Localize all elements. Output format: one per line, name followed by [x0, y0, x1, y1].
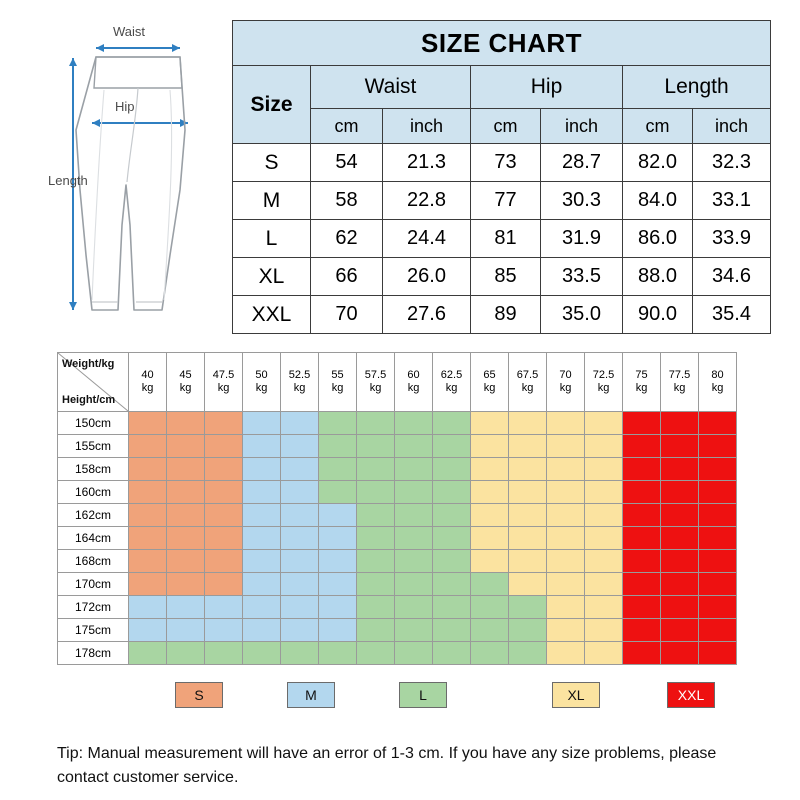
heatmap-cell — [129, 435, 167, 458]
heatmap-cell — [167, 504, 205, 527]
weight-header: 65 kg — [471, 353, 509, 412]
table-row — [233, 220, 771, 258]
heatmap-cell — [357, 573, 395, 596]
heatmap-cell — [167, 619, 205, 642]
heatmap-cell — [319, 458, 357, 481]
height-header: 150cm — [58, 412, 129, 435]
heatmap-cell — [395, 596, 433, 619]
heatmap-cell — [661, 642, 699, 665]
heatmap-cell — [509, 619, 547, 642]
cell: 85 — [471, 258, 541, 296]
table-row — [58, 596, 737, 619]
heatmap-cell — [395, 573, 433, 596]
heatmap-cell — [547, 642, 585, 665]
heatmap-cell — [547, 619, 585, 642]
heatmap-cell — [509, 642, 547, 665]
heatmap-cell — [319, 435, 357, 458]
heatmap-cell — [319, 573, 357, 596]
weight-header: 47.5 kg — [205, 353, 243, 412]
heatmap-cell — [509, 412, 547, 435]
heatmap-cell — [471, 435, 509, 458]
heatmap-cell — [281, 527, 319, 550]
heatmap-cell — [243, 596, 281, 619]
heatmap-cell — [395, 619, 433, 642]
heatmap-cell — [167, 435, 205, 458]
row-size: XXL — [233, 296, 311, 334]
heatmap-cell — [129, 550, 167, 573]
legend-item-s: S — [175, 682, 223, 708]
weight-header: 70 kg — [547, 353, 585, 412]
heatmap-cell — [433, 435, 471, 458]
heatmap-cell — [699, 435, 737, 458]
heatmap-cell — [547, 504, 585, 527]
height-header: 162cm — [58, 504, 129, 527]
legend-item-m: M — [287, 682, 335, 708]
heatmap-cell — [205, 458, 243, 481]
heatmap-cell — [281, 481, 319, 504]
heatmap-cell — [357, 458, 395, 481]
heatmap-cell — [167, 458, 205, 481]
weight-header: 67.5 kg — [509, 353, 547, 412]
heatmap-cell — [471, 573, 509, 596]
heatmap-cell — [319, 527, 357, 550]
heatmap-cell — [471, 504, 509, 527]
group-header-waist: Waist — [311, 66, 471, 109]
height-header: 168cm — [58, 550, 129, 573]
heatmap-cell — [661, 412, 699, 435]
heatmap-cell — [243, 458, 281, 481]
heatmap-cell — [471, 458, 509, 481]
heatmap-cell — [509, 458, 547, 481]
height-weight-heatmap — [57, 352, 737, 665]
table-row — [233, 144, 771, 182]
heatmap-cell — [281, 573, 319, 596]
heatmap-cell — [205, 550, 243, 573]
heatmap-cell — [661, 550, 699, 573]
heatmap-cell — [699, 596, 737, 619]
heatmap-cell — [699, 619, 737, 642]
group-header-hip: Hip — [471, 66, 623, 109]
heatmap-cell — [623, 504, 661, 527]
heatmap-cell — [281, 504, 319, 527]
heatmap-cell — [623, 642, 661, 665]
heatmap-cell — [471, 619, 509, 642]
height-weight-table — [57, 352, 737, 665]
heatmap-cell — [319, 550, 357, 573]
heatmap-cell — [699, 550, 737, 573]
unit-length-cm: cm — [623, 109, 693, 144]
height-header: 164cm — [58, 527, 129, 550]
cell: 35.0 — [541, 296, 623, 334]
weight-header: 57.5 kg — [357, 353, 395, 412]
heatmap-cell — [623, 573, 661, 596]
heatmap-cell — [623, 596, 661, 619]
cell: 84.0 — [623, 182, 693, 220]
heatmap-cell — [129, 527, 167, 550]
heatmap-cell — [661, 458, 699, 481]
heatmap-cell — [281, 412, 319, 435]
cell: 34.6 — [693, 258, 771, 296]
heatmap-cell — [281, 435, 319, 458]
heatmap-cell — [167, 550, 205, 573]
table-row — [233, 296, 771, 334]
cell: 73 — [471, 144, 541, 182]
cell: 28.7 — [541, 144, 623, 182]
heatmap-cell — [129, 573, 167, 596]
table-row — [58, 435, 737, 458]
heatmap-cell — [167, 596, 205, 619]
cell: 77 — [471, 182, 541, 220]
heatmap-cell — [357, 412, 395, 435]
cell: 35.4 — [693, 296, 771, 334]
heatmap-cell — [129, 619, 167, 642]
row-size: XL — [233, 258, 311, 296]
size-legend — [57, 682, 757, 712]
heatmap-cell — [205, 504, 243, 527]
heatmap-header-row — [58, 353, 737, 412]
height-axis-label: Height/cm — [62, 394, 116, 406]
heatmap-cell — [395, 550, 433, 573]
table-row — [58, 550, 737, 573]
heatmap-cell — [205, 435, 243, 458]
heatmap-cell — [509, 596, 547, 619]
heatmap-cell — [509, 573, 547, 596]
heatmap-cell — [585, 504, 623, 527]
legend-item-xxl: XXL — [667, 682, 715, 708]
heatmap-cell — [661, 481, 699, 504]
heatmap-cell — [243, 435, 281, 458]
table-row — [58, 573, 737, 596]
table-row — [58, 619, 737, 642]
heatmap-cell — [661, 527, 699, 550]
heatmap-cell — [509, 550, 547, 573]
heatmap-cell — [509, 527, 547, 550]
heatmap-cell — [509, 481, 547, 504]
tip-text: Tip: Manual measurement will have an error of 1-3 cm. If you have any size problems, please contact customer service. — [57, 745, 717, 786]
size-chart-body — [233, 144, 771, 334]
heatmap-cell — [585, 458, 623, 481]
heatmap-cell — [433, 458, 471, 481]
heatmap-cell — [243, 481, 281, 504]
heatmap-cell — [167, 412, 205, 435]
heatmap-cell — [585, 412, 623, 435]
size-chart-table — [232, 20, 771, 334]
heatmap-cell — [699, 481, 737, 504]
heatmap-cell — [471, 550, 509, 573]
unit-waist-cm: cm — [311, 109, 383, 144]
cell: 24.4 — [383, 220, 471, 258]
heatmap-cell — [699, 504, 737, 527]
table-row — [58, 481, 737, 504]
unit-waist-inch: inch — [383, 109, 471, 144]
table-row — [233, 182, 771, 220]
heatmap-cell — [167, 481, 205, 504]
size-chart-group-row — [233, 66, 771, 109]
table-row — [58, 458, 737, 481]
leggings-illustration — [30, 10, 230, 330]
heatmap-cell — [243, 619, 281, 642]
heatmap-cell — [129, 458, 167, 481]
height-header: 175cm — [58, 619, 129, 642]
weight-header: 52.5 kg — [281, 353, 319, 412]
heatmap-cell — [661, 435, 699, 458]
heatmap-cell — [623, 412, 661, 435]
size-chart — [232, 20, 750, 334]
heatmap-cell — [395, 481, 433, 504]
heatmap-cell — [547, 573, 585, 596]
waist-label: Waist — [113, 24, 146, 39]
axis-corner-cell — [58, 353, 129, 412]
cell: 66 — [311, 258, 383, 296]
weight-header: 40 kg — [129, 353, 167, 412]
unit-length-inch: inch — [693, 109, 771, 144]
heatmap-cell — [433, 504, 471, 527]
heatmap-cell — [585, 550, 623, 573]
heatmap-cell — [699, 573, 737, 596]
cell: 81 — [471, 220, 541, 258]
weight-header: 55 kg — [319, 353, 357, 412]
heatmap-cell — [623, 550, 661, 573]
top-section — [0, 0, 800, 335]
row-size: L — [233, 220, 311, 258]
heatmap-cell — [129, 504, 167, 527]
heatmap-cell — [547, 412, 585, 435]
heatmap-cell — [547, 435, 585, 458]
row-size: S — [233, 144, 311, 182]
cell: 54 — [311, 144, 383, 182]
heatmap-cell — [395, 504, 433, 527]
table-row — [233, 258, 771, 296]
heatmap-cell — [129, 481, 167, 504]
cell: 33.1 — [693, 182, 771, 220]
heatmap-cell — [319, 412, 357, 435]
heatmap-cell — [547, 481, 585, 504]
group-header-length: Length — [623, 66, 771, 109]
heatmap-cell — [129, 596, 167, 619]
heatmap-cell — [129, 642, 167, 665]
height-header: 158cm — [58, 458, 129, 481]
hip-label: Hip — [115, 99, 135, 114]
heatmap-cell — [357, 596, 395, 619]
heatmap-cell — [357, 619, 395, 642]
heatmap-cell — [433, 481, 471, 504]
heatmap-cell — [433, 573, 471, 596]
heatmap-cell — [319, 619, 357, 642]
heatmap-cell — [167, 573, 205, 596]
heatmap-cell — [433, 619, 471, 642]
heatmap-cell — [243, 642, 281, 665]
cell: 88.0 — [623, 258, 693, 296]
heatmap-cell — [471, 642, 509, 665]
heatmap-cell — [661, 504, 699, 527]
heatmap-cell — [585, 596, 623, 619]
heatmap-cell — [357, 527, 395, 550]
heatmap-cell — [205, 642, 243, 665]
heatmap-cell — [205, 527, 243, 550]
heatmap-cell — [623, 527, 661, 550]
table-row — [58, 412, 737, 435]
cell: 27.6 — [383, 296, 471, 334]
heatmap-cell — [395, 412, 433, 435]
heatmap-cell — [661, 619, 699, 642]
heatmap-cell — [205, 481, 243, 504]
heatmap-cell — [395, 527, 433, 550]
heatmap-cell — [281, 619, 319, 642]
heatmap-cell — [509, 504, 547, 527]
heatmap-cell — [205, 619, 243, 642]
cell: 33.9 — [693, 220, 771, 258]
heatmap-cell — [699, 527, 737, 550]
heatmap-cell — [471, 481, 509, 504]
heatmap-cell — [585, 619, 623, 642]
weight-header: 45 kg — [167, 353, 205, 412]
heatmap-cell — [129, 412, 167, 435]
cell: 31.9 — [541, 220, 623, 258]
cell: 32.3 — [693, 144, 771, 182]
heatmap-cell — [357, 481, 395, 504]
heatmap-cell — [205, 412, 243, 435]
heatmap-cell — [623, 481, 661, 504]
heatmap-cell — [433, 596, 471, 619]
heatmap-cell — [433, 642, 471, 665]
cell: 82.0 — [623, 144, 693, 182]
height-header: 170cm — [58, 573, 129, 596]
cell: 58 — [311, 182, 383, 220]
heatmap-cell — [357, 550, 395, 573]
table-row — [58, 527, 737, 550]
weight-header: 50 kg — [243, 353, 281, 412]
heatmap-cell — [319, 481, 357, 504]
size-chart-unit-row — [233, 109, 771, 144]
height-header: 155cm — [58, 435, 129, 458]
height-header: 178cm — [58, 642, 129, 665]
weight-header: 62.5 kg — [433, 353, 471, 412]
heatmap-cell — [471, 527, 509, 550]
unit-hip-inch: inch — [541, 109, 623, 144]
heatmap-cell — [585, 527, 623, 550]
heatmap-cell — [319, 642, 357, 665]
heatmap-cell — [433, 550, 471, 573]
heatmap-cell — [661, 596, 699, 619]
size-chart-title: SIZE CHART — [233, 21, 771, 66]
heatmap-cell — [585, 435, 623, 458]
heatmap-cell — [699, 642, 737, 665]
cell: 30.3 — [541, 182, 623, 220]
height-header: 160cm — [58, 481, 129, 504]
heatmap-cell — [395, 435, 433, 458]
heatmap-cell — [281, 596, 319, 619]
heatmap-cell — [433, 527, 471, 550]
heatmap-cell — [395, 458, 433, 481]
heatmap-cell — [395, 642, 433, 665]
heatmap-cell — [547, 596, 585, 619]
heatmap-cell — [699, 412, 737, 435]
heatmap-cell — [281, 642, 319, 665]
heatmap-cell — [243, 573, 281, 596]
cell: 89 — [471, 296, 541, 334]
heatmap-cell — [623, 619, 661, 642]
row-size: M — [233, 182, 311, 220]
weight-header: 80 kg — [699, 353, 737, 412]
heatmap-cell — [243, 550, 281, 573]
heatmap-cell — [585, 481, 623, 504]
heatmap-cell — [243, 412, 281, 435]
cell: 22.8 — [383, 182, 471, 220]
cell: 62 — [311, 220, 383, 258]
heatmap-cell — [471, 412, 509, 435]
leggings-diagram — [30, 10, 230, 330]
heatmap-cell — [547, 527, 585, 550]
weight-axis-label: Weight/kg — [62, 358, 115, 370]
heatmap-cell — [319, 596, 357, 619]
heatmap-cell — [661, 573, 699, 596]
heatmap-cell — [547, 458, 585, 481]
heatmap-cell — [243, 527, 281, 550]
table-row — [58, 504, 737, 527]
heatmap-cell — [281, 550, 319, 573]
heatmap-body — [58, 412, 737, 665]
heatmap-cell — [699, 458, 737, 481]
heatmap-cell — [205, 596, 243, 619]
heatmap-cell — [509, 435, 547, 458]
cell: 21.3 — [383, 144, 471, 182]
heatmap-cell — [243, 504, 281, 527]
cell: 26.0 — [383, 258, 471, 296]
legend-item-l: L — [399, 682, 447, 708]
cell: 86.0 — [623, 220, 693, 258]
heatmap-cell — [357, 504, 395, 527]
heatmap-cell — [471, 596, 509, 619]
weight-header: 72.5 kg — [585, 353, 623, 412]
heatmap-cell — [623, 458, 661, 481]
unit-hip-cm: cm — [471, 109, 541, 144]
heatmap-cell — [585, 642, 623, 665]
table-row — [58, 642, 737, 665]
heatmap-cell — [357, 435, 395, 458]
heatmap-cell — [167, 642, 205, 665]
heatmap-cell — [357, 642, 395, 665]
cell: 90.0 — [623, 296, 693, 334]
weight-header: 75 kg — [623, 353, 661, 412]
heatmap-cell — [167, 527, 205, 550]
weight-header: 77.5 kg — [661, 353, 699, 412]
legend-item-xl: XL — [552, 682, 600, 708]
heatmap-cell — [205, 573, 243, 596]
size-column-header: Size — [233, 66, 311, 144]
heatmap-cell — [547, 550, 585, 573]
heatmap-cell — [319, 504, 357, 527]
cell: 70 — [311, 296, 383, 334]
height-header: 172cm — [58, 596, 129, 619]
heatmap-cell — [281, 458, 319, 481]
size-chart-title-row — [233, 21, 771, 66]
heatmap-cell — [623, 435, 661, 458]
length-label: Length — [48, 173, 88, 188]
heatmap-cell — [433, 412, 471, 435]
cell: 33.5 — [541, 258, 623, 296]
heatmap-cell — [585, 573, 623, 596]
weight-header: 60 kg — [395, 353, 433, 412]
